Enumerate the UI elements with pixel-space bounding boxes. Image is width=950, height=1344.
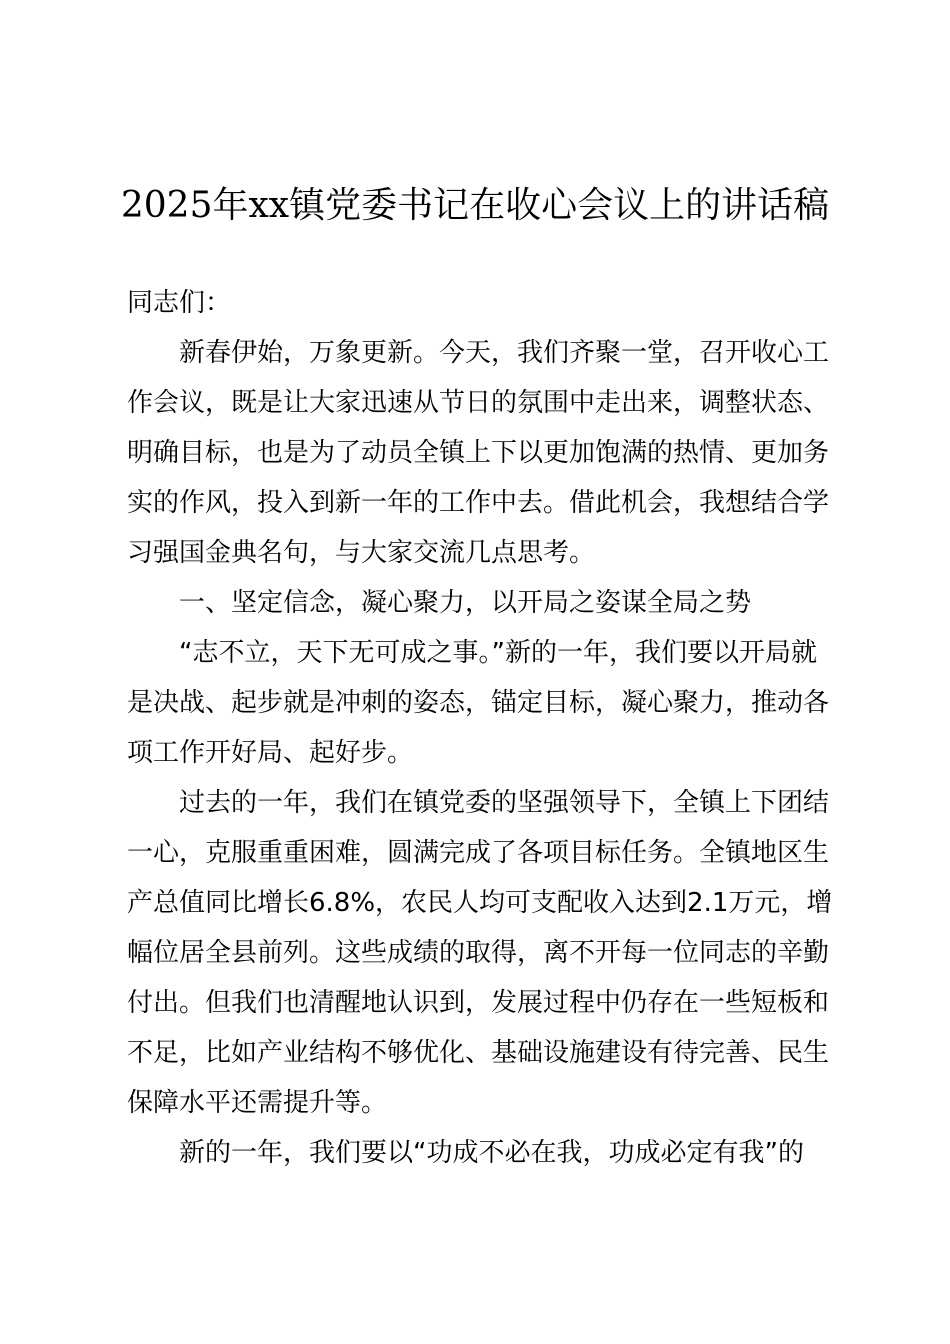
paragraph-line: 过去的一年，我们在镇党委的坚强领导下，全镇上下团结	[179, 788, 830, 818]
paragraph-line: 新春伊始，万象更新。今天，我们齐聚一堂，召开收心工	[179, 338, 830, 368]
paragraph-line: 是决战、起步就是冲刺的姿态，锚定目标，凝心聚力，推动各	[127, 688, 830, 718]
paragraph-line: 产总值同比增长6.8%，农民人均可支配收入达到2.1万元，增	[127, 888, 833, 918]
salutation-line: 同志们：	[127, 288, 232, 318]
paragraph-line: 不足，比如产业结构不够优化、基础设施建设有待完善、民生	[127, 1038, 830, 1068]
paragraph-line: 幅位居全县前列。这些成绩的取得，离不开每一位同志的辛勤	[127, 938, 830, 968]
paragraph-line: “志不立，天下无可成之事。”新的一年，我们要以开局就	[179, 638, 817, 668]
paragraph-line: 习强国金典名句，与大家交流几点思考。	[127, 538, 596, 568]
paragraph-line: 保障水平还需提升等。	[127, 1088, 388, 1118]
paragraph-line: 明确目标，也是为了动员全镇上下以更加饱满的热情、更加务	[127, 438, 830, 468]
paragraph-line: 项工作开好局、起好步。	[127, 738, 414, 768]
paragraph-line: 一心，克服重重困难，圆满完成了各项目标任务。全镇地区生	[127, 838, 830, 868]
paragraph-line: 作会议，既是让大家迅速从节日的氛围中走出来，调整状态、	[127, 388, 830, 418]
paragraph-line: 新的一年，我们要以“功成不必在我，功成必定有我”的	[179, 1138, 804, 1168]
paragraph-line: 付出。但我们也清醒地认识到，发展过程中仍存在一些短板和	[127, 988, 830, 1018]
paragraph-line: 实的作风，投入到新一年的工作中去。借此机会，我想结合学	[127, 488, 830, 518]
document-title: 2025年xx镇党委书记在收心会议上的讲话稿	[120, 185, 830, 226]
document-body	[127, 278, 833, 1178]
section-heading: 一、坚定信念，凝心聚力，以开局之姿谋全局之势	[179, 588, 752, 618]
